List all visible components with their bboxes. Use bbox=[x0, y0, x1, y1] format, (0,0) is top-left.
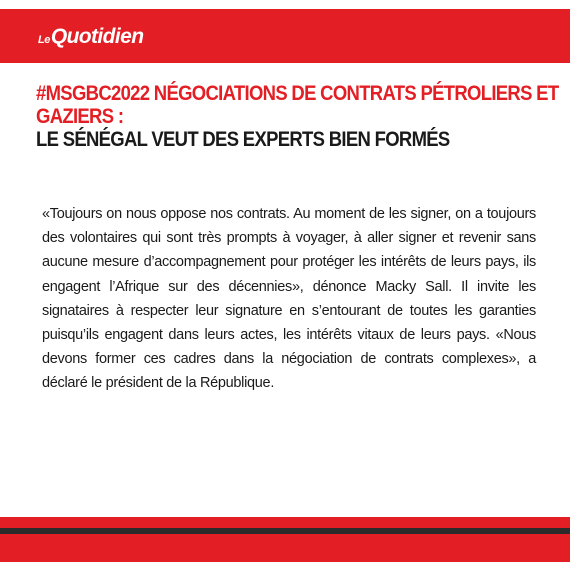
footer-red-stripe bbox=[0, 517, 570, 528]
footer-red-band bbox=[0, 534, 570, 562]
le-quotidien-logo bbox=[38, 25, 143, 49]
article-body: «Toujours on nous oppose nos contrats. Au moment de les signer, on a toujours des volontaires qui sont très prompts à voyager, à aller signer et revenir sans aucune mesure d’accompagnement pour protéger les intérêts de leurs pays, ils engagent l’Afrique sur des décennies», dénonce Macky Sall. Il invite les signataires à respecter leur signature en s’entourant de toutes les garanties puisqu’ils engagent dans leurs actes, les intérêts vitaux de leurs pays. «Nous devons former ces cadres dans la négociation de contrats complexes», a déclaré le président de la République. bbox=[42, 206, 536, 392]
logo-prefix: Le bbox=[38, 34, 50, 46]
headline bbox=[36, 81, 559, 151]
logo-name: Quotidien bbox=[50, 25, 144, 48]
headline-red-line-1: #MSGBC2022 NÉGOCIATIONS DE CONTRATS PÉTROLIERS ET bbox=[36, 81, 559, 105]
header-bar bbox=[0, 9, 570, 63]
headline-subtitle: LE SÉNÉGAL VEUT DES EXPERTS BIEN FORMÉS bbox=[36, 127, 450, 151]
headline-red-line-2: GAZIERS : bbox=[36, 104, 124, 128]
